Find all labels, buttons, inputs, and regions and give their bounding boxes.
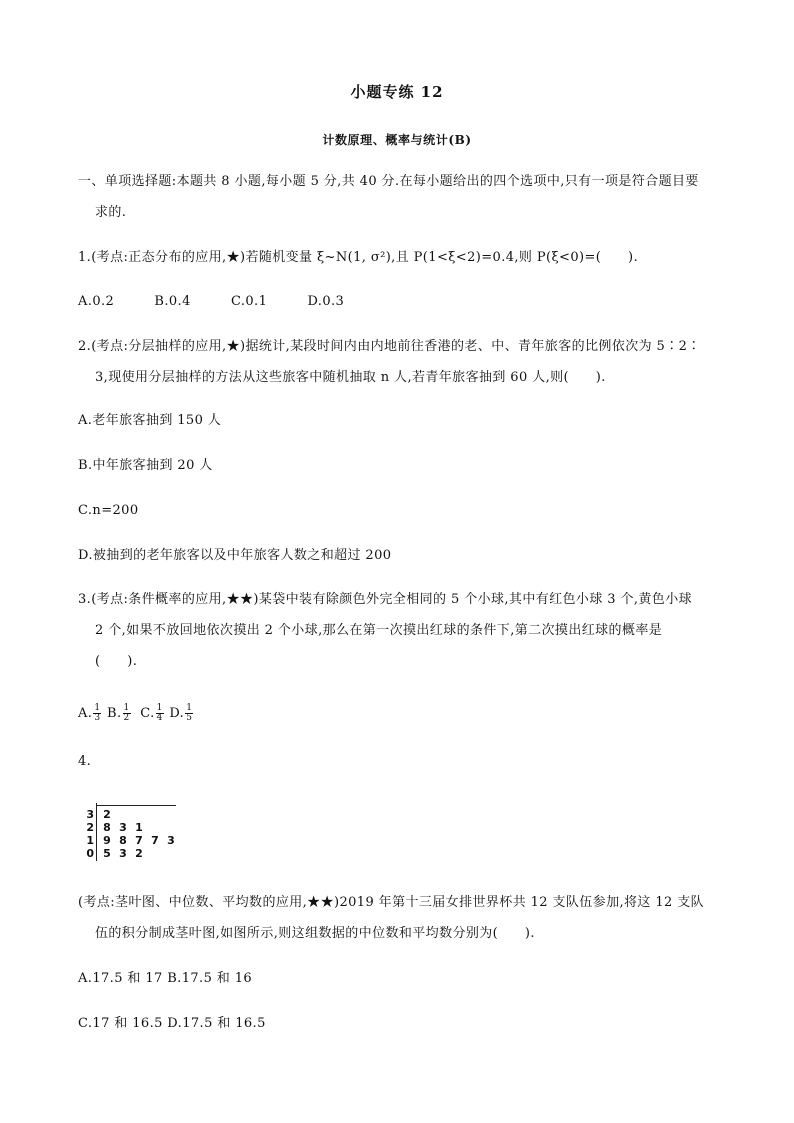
leaf-value: 2 — [135, 847, 143, 860]
q2-stem-line2: 3,现使用分层抽样的方法从这些旅客中随机抽取 n 人,若青年旅客抽到 60 人,则( ). — [95, 370, 606, 385]
fraction: $\frac{1}{5}$ — [186, 703, 193, 723]
stem-value: 2 — [86, 821, 94, 834]
leaf-value: 8 — [119, 834, 127, 847]
page-subtitle: 计数原理、概率与统计(B) — [322, 133, 472, 147]
q3-option-c: C. $\frac{1}{4}$ — [140, 703, 163, 723]
q1-stem: 1.(考点:正态分布的应用,★)若随机变量 ξ~N(1, σ²),且 P(1<ξ<2)=0.4,则 P(ξ<0)=( ). — [78, 250, 639, 265]
fraction: $\frac{1}{3}$ — [94, 703, 101, 723]
leaf-value: 7 — [151, 834, 159, 847]
stem-leaf-top-rule — [96, 805, 176, 806]
q3-stem-line3: ( ). — [95, 654, 138, 669]
leaf-value: 2 — [103, 808, 111, 821]
leaf-value: 3 — [119, 847, 127, 860]
section-instruction-line1: 一、单项选择题:本题共 8 小题,每小题 5 分,共 40 分.在每小题给出的四个选项中,只有一项是符合题目要 — [78, 174, 699, 189]
q4-stem-line2: 伍的积分制成茎叶图,如图所示,则这组数据的中位数和平均数分别为( ). — [95, 926, 535, 941]
q1-options: A.0.2 B.0.4 C.0.1 D.0.3 — [78, 294, 345, 309]
leaf-value: 7 — [135, 834, 143, 847]
stem-value: 3 — [86, 808, 94, 821]
leaf-value: 9 — [103, 834, 111, 847]
leaf-value: 8 — [103, 821, 111, 834]
q2-option-b: B.中年旅客抽到 20 人 — [78, 458, 213, 473]
stem-leaf-divider — [96, 803, 97, 861]
q3-options — [78, 704, 194, 724]
leaf-value: 5 — [103, 847, 111, 860]
stem-value: 0 — [86, 847, 94, 860]
q3-stem-line2: 2 个,如果不放回地依次摸出 2 个小球,那么在第一次摸出红球的条件下,第二次摸出红球的概率是 — [95, 623, 663, 638]
leaf-value: 3 — [119, 821, 127, 834]
section-instruction-line2: 求的. — [95, 205, 127, 220]
leaf-value: 1 — [135, 821, 143, 834]
q2-option-c: C.n=200 — [78, 503, 139, 518]
q3-stem-line1: 3.(考点:条件概率的应用,★★)某袋中装有除颜色外完全相同的 5 个小球,其中有红色小球 3 个,黄色小球 — [78, 592, 692, 607]
q4-options-line1: A.17.5 和 17 B.17.5 和 16 — [78, 971, 253, 986]
q2-stem-line1: 2.(考点:分层抽样的应用,★)据统计,某段时间内由内地前往香港的老、中、青年旅客的比例依次为 5∶2∶ — [78, 339, 701, 354]
fraction: $\frac{1}{2}$ — [123, 703, 130, 723]
q2-option-d: D.被抽到的老年旅客以及中年旅客人数之和超过 200 — [78, 548, 392, 563]
leaf-value: 3 — [167, 834, 175, 847]
stem-value: 1 — [86, 834, 94, 847]
page-title: 小题专练 12 — [350, 83, 444, 101]
q4-options-line2: C.17 和 16.5 D.17.5 和 16.5 — [78, 1016, 266, 1031]
q4-number: 4. — [78, 754, 92, 769]
q3-option-b: B. $\frac{1}{2}$ — [107, 703, 130, 723]
q3-option-a: A. $\frac{1}{3}$ — [78, 703, 101, 723]
fraction: $\frac{1}{4}$ — [156, 703, 163, 723]
q4-stem-line1: (考点:茎叶图、中位数、平均数的应用,★★)2019 年第十三届女排世界杯共 12 支队伍参加,将这 12 支队 — [78, 895, 705, 910]
q2-option-a: A.老年旅客抽到 150 人 — [78, 413, 222, 428]
q3-option-d: D. $\frac{1}{5}$ — [169, 703, 193, 723]
